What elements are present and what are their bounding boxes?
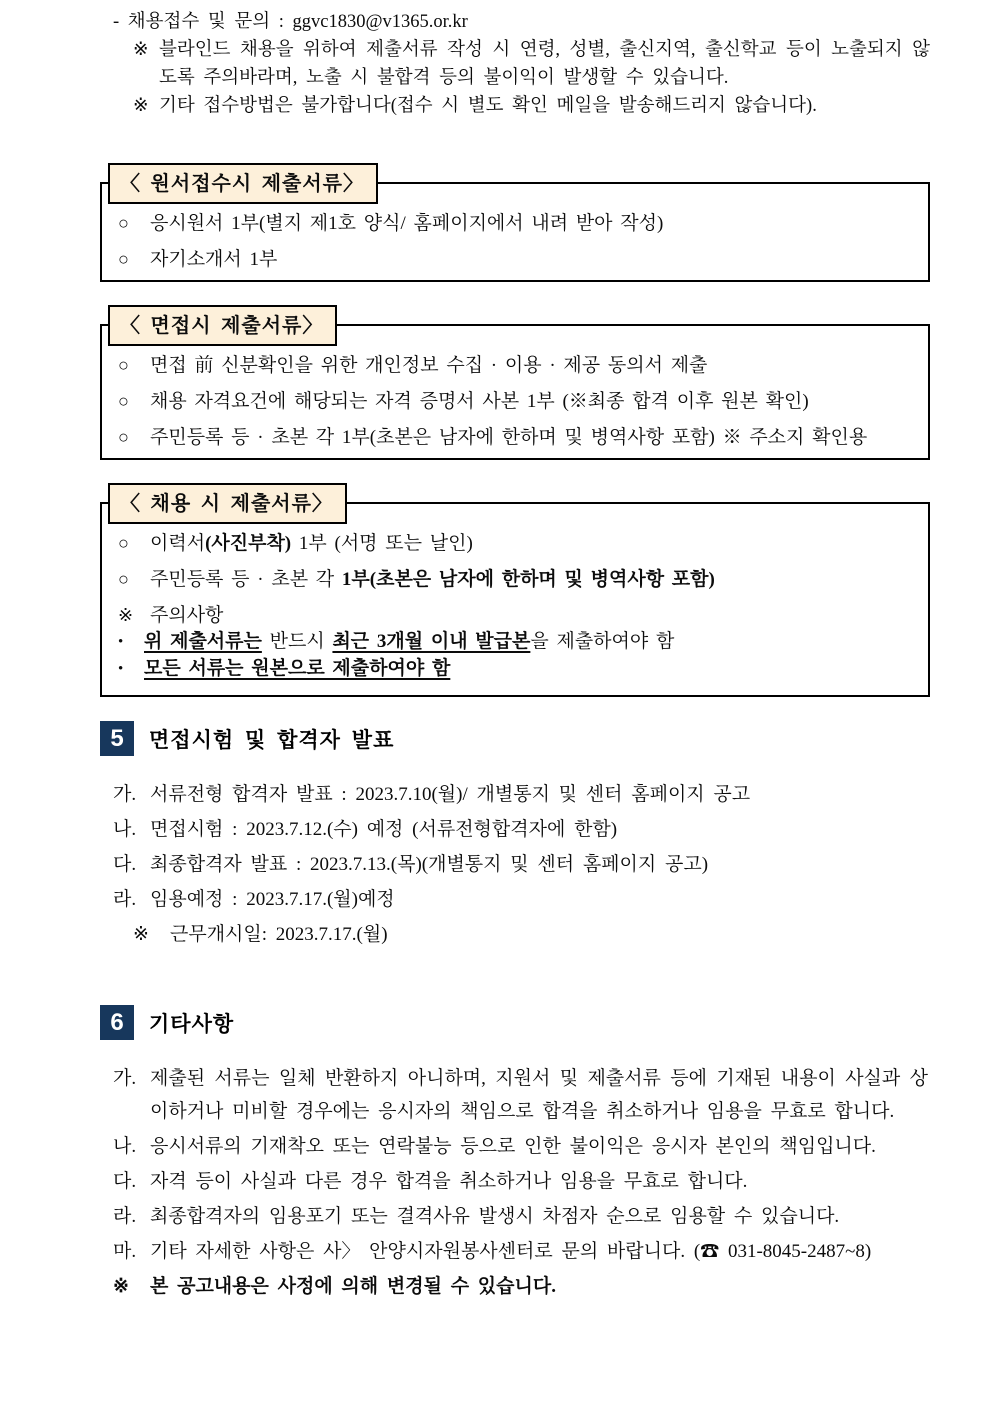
item-marker: ○	[118, 427, 129, 447]
list-item	[133, 918, 928, 951]
item-text	[150, 569, 912, 590]
submission-docs-box	[100, 315, 930, 460]
list-item	[118, 569, 912, 590]
text-segment: 채용 자격요건에 해당되는 자격 증명서 사본 1부 (※최종 합격 이후 원본 확인)	[150, 391, 809, 412]
list-item	[113, 1200, 928, 1233]
text-segment: 최근 3개월 이내 발급본	[332, 631, 531, 652]
box-item-list	[118, 213, 912, 270]
item-marker: 라.	[113, 889, 137, 910]
list-item	[113, 1062, 928, 1128]
item-text	[150, 355, 912, 376]
text-segment: 면접 前 신분확인을 위한 개인정보 수집 · 이용 · 제공 동의서 제출	[150, 355, 708, 376]
text-segment: 반드시	[261, 631, 333, 652]
item-text	[150, 391, 912, 412]
reference-mark: ※	[133, 96, 149, 116]
text-segment: 031-8045-2487~8)	[719, 1241, 872, 1262]
list-item	[118, 355, 912, 376]
list-item	[113, 813, 928, 846]
submission-docs-box	[100, 173, 930, 282]
item-text	[150, 533, 912, 554]
text-segment: 응시원서 1부(별지 제1호 양식/ 홈페이지에서 내려 받아 작성)	[150, 213, 664, 234]
text-segment: 최종합격자의 임용포기 또는 결격사유 발생시 차점자 순으로 임용할 수 있습니다.	[150, 1206, 840, 1227]
section-number-badge: 5	[100, 721, 134, 756]
list-item	[118, 213, 912, 234]
item-text	[150, 1062, 928, 1128]
text-segment: 임용예정 : 2023.7.17.(월)예정	[150, 889, 395, 910]
text-segment: 본 공고내용은 사정에 의해 변경될 수 있습니다.	[150, 1276, 556, 1297]
text-segment: 1부(초본은 남자에 한하며 및 병역사항 포함)	[341, 569, 715, 590]
text-segment: 응시서류의 기재착오 또는 연락불능 등으로 인한 불이익은 응시자 본인의 책임입니다.	[150, 1136, 876, 1157]
item-text	[150, 848, 928, 881]
item-text	[150, 213, 912, 234]
list-item	[113, 848, 928, 881]
reference-mark: ※	[133, 40, 149, 60]
phone-icon: ☎	[700, 1241, 720, 1262]
text-segment: 제출된 서류는 일체 반환하지 아니하며, 지원서 및 제출서류 등에 기재된 내용이 사실과 상이하거나 미비할 경우에는 응시자의 책임으로 합격을 취소하거나 임용을 무효로 합니다.	[150, 1068, 928, 1122]
item-marker: ○	[118, 213, 129, 233]
text-segment: 주민등록 등 · 초본 각	[150, 569, 342, 590]
list-item	[118, 605, 912, 626]
numbered-sections	[100, 721, 930, 1303]
item-text	[150, 1270, 928, 1303]
item-text	[150, 1165, 928, 1198]
section-title: 기타사항	[149, 1012, 235, 1036]
item-text	[150, 813, 928, 846]
item-marker: 가.	[113, 1068, 137, 1089]
list-item	[118, 391, 912, 412]
section-title: 면접시험 및 합격자 발표	[149, 728, 395, 752]
item-marker: ※	[113, 1276, 129, 1297]
text-segment: 자격 등이 사실과 다른 경우 합격을 취소하거나 임용을 무효로 합니다.	[150, 1171, 748, 1192]
item-marker: ○	[118, 569, 129, 589]
text-segment: 주민등록 등 · 초본 각 1부(초본은 남자에 한하며 및 병역사항 포함) ※ 주소지 확인용	[150, 427, 868, 448]
other-method-note	[133, 92, 930, 120]
note-text: 기타 접수방법은 불가합니다(접수 시 별도 확인 메일을 발송해드리지 않습니다).	[159, 96, 817, 116]
section-item-list	[113, 1062, 928, 1303]
item-text	[150, 427, 912, 448]
item-text	[150, 1130, 928, 1163]
item-marker: 가.	[113, 784, 137, 805]
text-segment: 최종합격자 발표 : 2023.7.13.(목)(개별통지 및 센터 홈페이지 공고)	[150, 854, 709, 875]
item-text	[150, 1235, 928, 1268]
item-text	[144, 631, 912, 653]
section-item-list	[113, 778, 928, 951]
list-item	[113, 1165, 928, 1198]
box-title-tab: 〈 채용 시 제출서류〉	[108, 483, 347, 524]
item-marker: ※	[133, 924, 149, 945]
item-marker: ○	[118, 391, 129, 411]
text-segment: 이력서	[150, 533, 206, 554]
item-text	[150, 778, 928, 811]
text-segment: 1부 (서명 또는 날인)	[291, 533, 473, 554]
list-item	[118, 427, 912, 448]
item-marker: 라.	[113, 1206, 137, 1227]
submission-docs-box	[100, 493, 930, 697]
contact-line: - 채용접수 및 문의 : ggvc1830@v1365.or.kr	[113, 12, 468, 32]
item-text	[144, 658, 912, 680]
text-segment: 면접시험 : 2023.7.12.(수) 예정 (서류전형합격자에 한함)	[150, 819, 618, 840]
box-item-list	[118, 533, 912, 680]
text-segment: 서류전형 합격자 발표 : 2023.7.10(월)/ 개별통지 및 센터 홈페이지 공고	[150, 784, 751, 805]
section-number-badge: 6	[100, 1005, 134, 1040]
list-item	[118, 533, 912, 554]
submission-document-boxes	[100, 173, 930, 697]
text-segment: 자기소개서 1부	[150, 249, 278, 270]
header-notes	[100, 8, 930, 120]
item-marker: ○	[118, 249, 129, 269]
blind-recruitment-note	[133, 36, 930, 92]
text-segment: 근무개시일: 2023.7.17.(월)	[170, 924, 388, 945]
numbered-section	[100, 721, 930, 951]
section-heading	[100, 1005, 930, 1040]
list-item	[113, 1130, 928, 1163]
item-marker: 나.	[113, 1136, 137, 1157]
text-segment: 주의사항	[150, 605, 224, 626]
list-item	[113, 883, 928, 916]
numbered-section	[100, 1005, 930, 1303]
item-marker: 마.	[113, 1241, 137, 1262]
list-item	[118, 249, 912, 270]
box-title-tab: 〈 면접시 제출서류〉	[108, 305, 337, 346]
list-item	[118, 658, 912, 680]
item-text	[150, 883, 928, 916]
box-item-list	[118, 355, 912, 448]
item-text	[170, 918, 928, 951]
item-marker: 다.	[113, 1171, 137, 1192]
item-marker: ※	[118, 605, 134, 625]
item-marker: •	[118, 661, 124, 677]
list-item	[118, 631, 912, 653]
item-marker: ○	[118, 355, 129, 375]
item-marker: •	[118, 634, 124, 650]
item-text	[150, 249, 912, 270]
item-marker: 다.	[113, 854, 137, 875]
item-text	[150, 605, 912, 626]
box-title-tab: 〈 원서접수시 제출서류〉	[108, 163, 378, 204]
text-segment: 기타 자세한 사항은 사〉 안양시자원봉사센터로 문의 바랍니다. (	[150, 1241, 701, 1262]
note-text: 블라인드 채용을 위하여 제출서류 작성 시 연령, 성별, 출신지역, 출신학교 등이 노출되지 않도록 주의바라며, 노출 시 불합격 등의 불이익이 발생할 수 있습니다.	[159, 40, 930, 88]
list-item	[113, 1270, 928, 1303]
item-marker: 나.	[113, 819, 137, 840]
text-segment: (사진부착)	[205, 533, 292, 554]
list-item	[113, 1235, 928, 1268]
item-marker: ○	[118, 533, 129, 553]
text-segment: 모든 서류는 원본으로 제출하여야 함	[144, 658, 451, 679]
text-segment: 을 제출하여야 함	[530, 631, 675, 652]
text-segment: 위 제출서류는	[144, 631, 262, 652]
item-text	[150, 1200, 928, 1233]
section-heading	[100, 721, 930, 756]
list-item	[113, 778, 928, 811]
